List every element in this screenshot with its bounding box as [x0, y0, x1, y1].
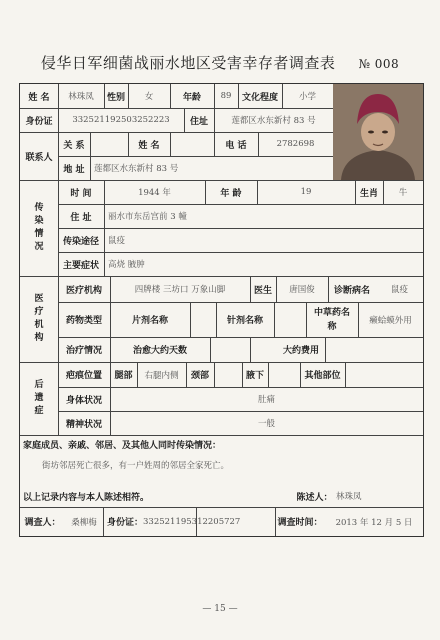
armpit-value [268, 362, 300, 387]
narrator-label: 陈述人： [296, 492, 333, 503]
other-part-label: 其他部位 [304, 371, 341, 381]
pill-name-value [190, 302, 216, 337]
leg-label: 腿部 [114, 371, 133, 381]
id-label: 身份证 [25, 116, 53, 127]
mental-condition-value: 一般 [257, 419, 275, 429]
confirm-statement: 以上记录内容与本人陈述相符。 [23, 492, 150, 503]
route-value: 鼠疫 [108, 236, 126, 246]
drug-type-label: 药物类型 [65, 316, 102, 326]
page-number: — 15 — [202, 604, 238, 614]
zodiac-value: 牛 [398, 188, 408, 198]
name-value: 林珠凤 [68, 92, 94, 102]
cure-days-value [210, 337, 250, 362]
contact-address-label: 地 址 [63, 164, 85, 175]
survey-form [19, 83, 424, 537]
treatment-label: 治疗情况 [65, 346, 102, 356]
age-label: 年龄 [182, 92, 201, 103]
survey-date-value: 2013 年 12 月 5 日 [335, 517, 413, 528]
infection-time-value: 1944 年 [138, 188, 171, 198]
herbal-name-label: 中草药名称 [313, 307, 350, 332]
mental-condition-label: 精神状况 [65, 419, 102, 430]
doctor-label: 医生 [253, 285, 272, 296]
phone-value: 2782698 [276, 139, 315, 149]
diagnosis-value: 鼠疫 [390, 285, 408, 295]
serial-number: № 008 [358, 57, 400, 71]
medical-section-label: 医 疗 机 构 [34, 294, 44, 343]
diagnosis-label: 诊断病名 [333, 285, 370, 296]
zodiac-label: 生肖 [359, 188, 378, 199]
infection-address-value: 丽水市东岳宫前 3 幢 [108, 212, 187, 222]
sex-value: 女 [144, 92, 154, 102]
family-text: 街坊邻居死亡很多，有一户姓周的邻居全家死亡。 [42, 461, 230, 471]
body-condition-value: 肚痛 [257, 395, 275, 405]
investigator-id-label: 身份证： [106, 518, 143, 528]
education-label: 文化程度 [241, 92, 278, 103]
infection-address-label: 住 址 [70, 212, 92, 223]
scar-position-label: 疤痕位置 [65, 371, 102, 381]
narrator-value: 林珠凤 [336, 492, 362, 502]
armpit-label: 腋下 [245, 371, 264, 381]
phone-label: 电 话 [225, 140, 247, 151]
cure-days-label: 治愈大约天数 [132, 346, 187, 356]
contact-section-label: 联系人 [25, 152, 53, 163]
address-value: 莲都区水东新村 83 号 [231, 116, 316, 126]
portrait-photo [333, 84, 423, 180]
family-label: 家庭成员、亲戚、邻居、及其他人同时传染情况： [23, 440, 222, 451]
title-text: 侵华日军细菌战丽水地区受害幸存者调查表 [40, 54, 336, 72]
injection-name-label: 针剂名称 [226, 316, 263, 326]
investigator-id-value: 332521195312205727 [143, 516, 241, 527]
contact-name-value [170, 132, 214, 156]
doctor-value: 唐国俊 [289, 285, 315, 295]
survey-date-label: 调查时间： [277, 518, 323, 528]
id-value: 332521192503252223 [72, 115, 170, 125]
infection-section-label: 传 染 情 况 [34, 203, 44, 252]
age-value: 89 [220, 91, 232, 101]
education-value: 小学 [298, 92, 316, 102]
relation-label: 关 系 [63, 140, 85, 151]
symptom-label: 主要症状 [62, 260, 99, 271]
infection-time-label: 时 间 [70, 188, 92, 199]
address-label: 住址 [189, 116, 208, 127]
relation-value [90, 132, 128, 156]
name-label: 姓 名 [28, 92, 50, 103]
investigator-value: 桑柳梅 [71, 517, 97, 528]
other-part-value [345, 362, 423, 387]
infection-age-label: 年 龄 [220, 188, 242, 199]
contact-address-value: 莲都区水东新村 83 号 [94, 164, 179, 174]
neck-label: 颈部 [190, 371, 209, 381]
symptom-value: 高烧 腋肿 [108, 260, 145, 270]
contact-name-label: 姓 名 [138, 140, 160, 151]
injection-name-value [274, 302, 306, 337]
medical-org-value: 四牌楼 三坊口 万象山脚 [134, 285, 226, 295]
investigator-label: 调查人： [24, 518, 61, 528]
leg-value: 右腿内侧 [144, 370, 179, 381]
form-title [0, 52, 440, 73]
pill-name-label: 片剂名称 [131, 316, 168, 326]
body-condition-label: 身体状况 [65, 395, 102, 406]
cost-value [325, 337, 423, 362]
herbal-name-value: 癞蛤蟆外用 [369, 315, 412, 326]
portrait-icon [333, 84, 423, 180]
medical-org-label: 医疗机构 [65, 285, 102, 296]
neck-value [214, 362, 242, 387]
cost-label: 大约费用 [282, 346, 319, 356]
route-label: 传染途径 [62, 236, 99, 247]
sex-label: 性别 [106, 92, 125, 103]
sequelae-section-label: 后 遗 症 [34, 380, 44, 416]
infection-age-value: 19 [300, 187, 312, 197]
